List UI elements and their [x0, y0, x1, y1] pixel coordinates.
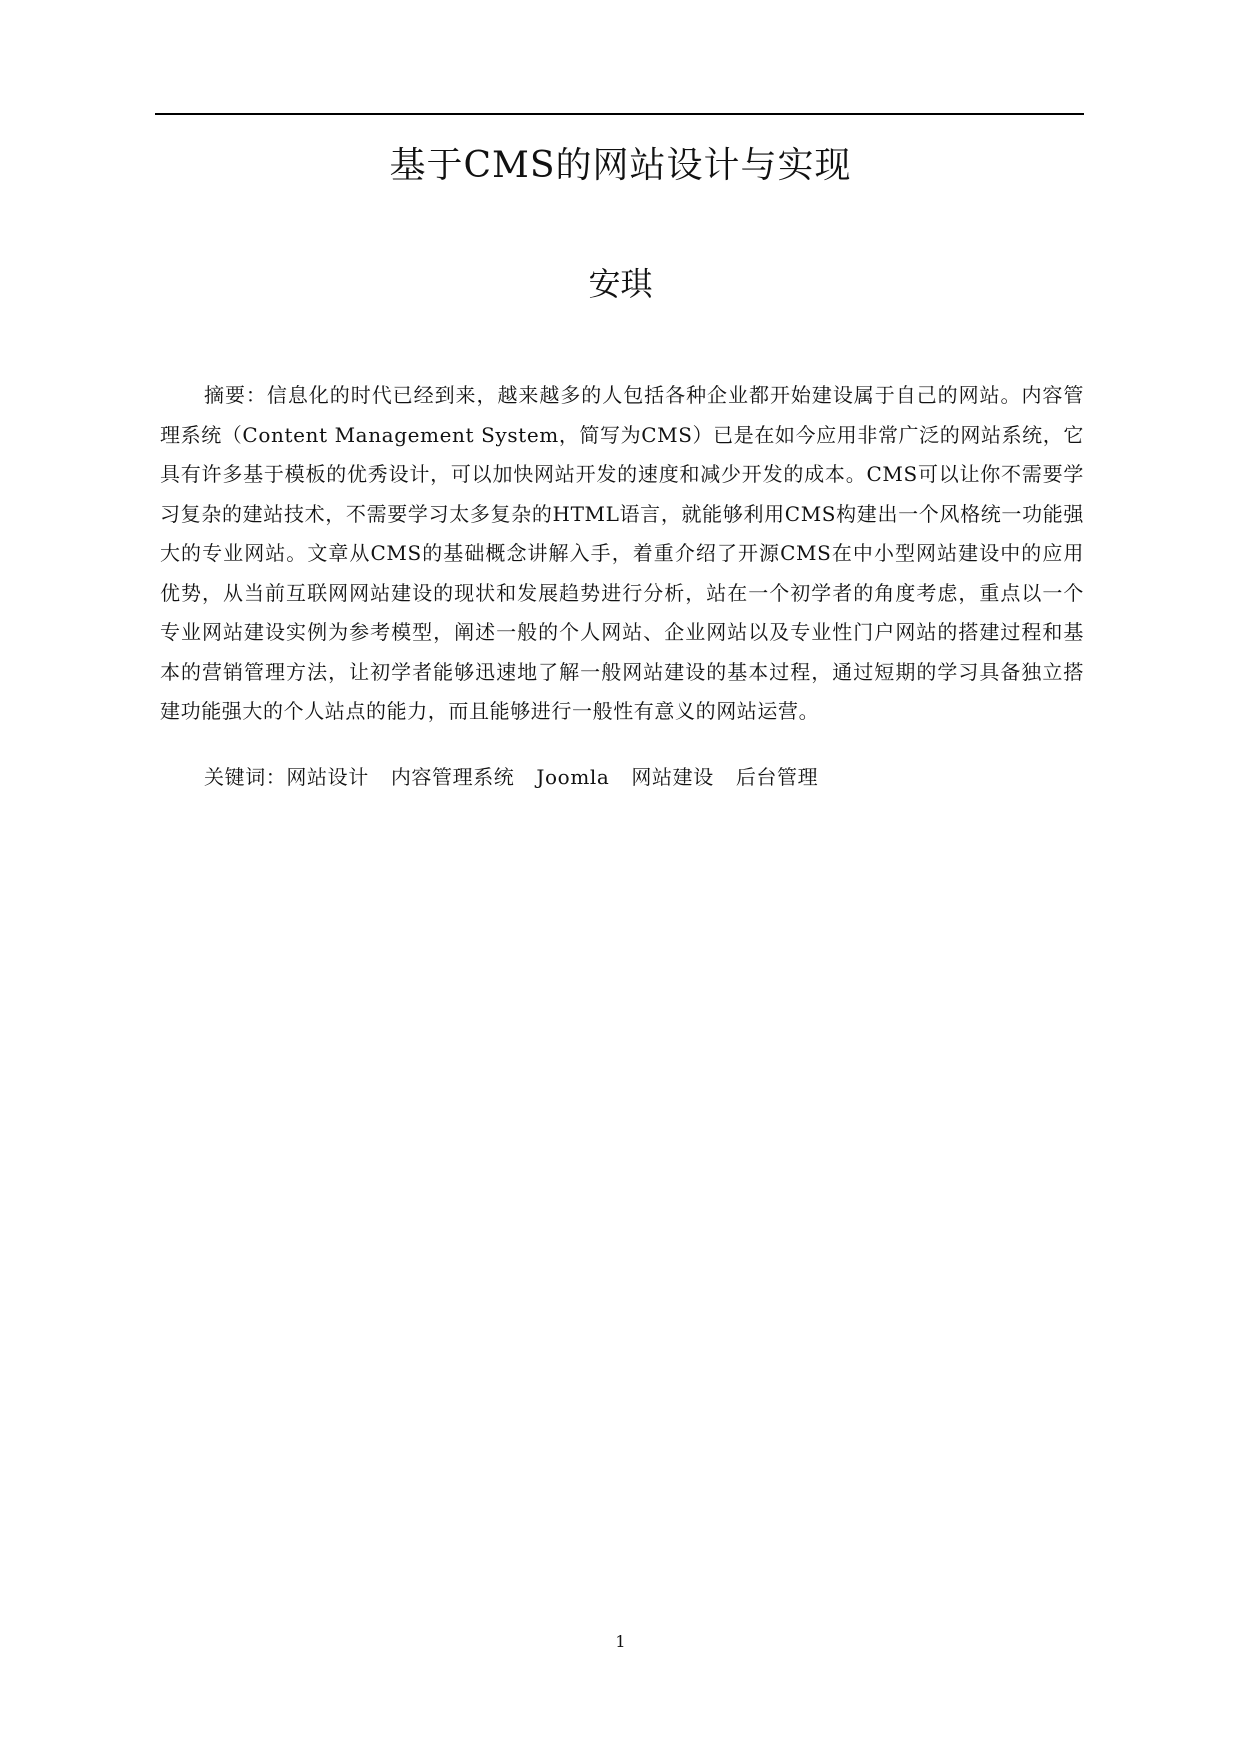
abstract-paragraph: [160, 376, 1084, 732]
keyword-item: Joomla: [536, 765, 610, 789]
keyword-item: 内容管理系统: [390, 765, 515, 789]
keyword-item: 网站设计: [286, 765, 369, 789]
page-number: 1: [615, 1632, 626, 1651]
abstract-label: 摘要：: [204, 383, 267, 407]
abstract-text: 信息化的时代已经到来，越来越多的人包括各种企业都开始建设属于自己的网站。内容管理系统（Content Management System，简写为CMS）已是在如今应用非常广泛的网站系统，它具有许多基于模板的优秀设计，可以加快网站开发的速度和减少开发的成本。CMS可以让你不需要学习复杂的建站技术，不需要学习太多复杂的HTML语言，就能够利用CMS构建出一个风格统一功能强大的专业网站。文章从CMS的基础概念讲解入手，着重介绍了开源CMS在中小型网站建设中的应用优势，从当前互联网网站建设的现状和发展趋势进行分析，站在一个初学者的角度考虑，重点以一个专业网站建设实例为参考模型，阐述一般的个人网站、企业网站以及专业性门户网站的搭建过程和基本的营销管理方法，让初学者能够迅速地了解一般网站建设的基本过程，通过短期的学习具备独立搭建功能强大的个人站点的能力，而且能够进行一般性有意义的网站运营。: [160, 383, 1084, 723]
keywords-line: [204, 758, 840, 797]
header-rule: [155, 113, 1084, 115]
keywords-label: 关键词：: [204, 765, 287, 789]
keyword-item: 后台管理: [735, 765, 819, 789]
keyword-item: 网站建设: [631, 765, 714, 789]
author-name: 安琪: [588, 265, 653, 303]
paper-title: 基于CMS的网站设计与实现: [389, 145, 852, 186]
